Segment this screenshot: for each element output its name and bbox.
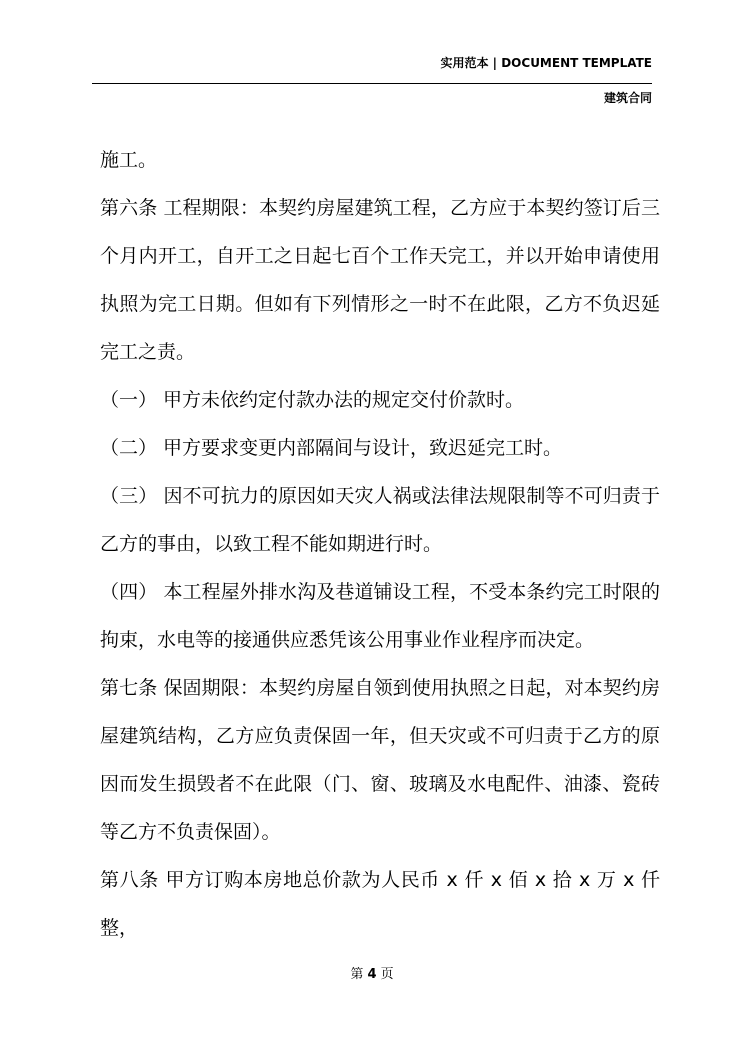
paragraph-item-3: （三） 因不可抗力的原因如天灾人祸或法律法规限制等不可归责于乙方的事由，以致工程不能如期进行时。: [100, 485, 660, 555]
paragraph-article-6: 第六条 工程期限：本契约房屋建筑工程，乙方应于本契约签订后三个月内开工，自开工之日起七百个工作天完工，并以开始申请使用执照为完工日期。但如有下列情形之一时不在此限，乙方不负迟延完工之责。: [100, 197, 660, 363]
page-number: 4: [367, 967, 377, 982]
document-header-subtitle: 建筑合同: [603, 91, 652, 105]
page-footer: [0, 963, 744, 982]
paragraph-item-4: （四） 本工程屋外排水沟及巷道铺设工程，不受本条约完工时限的拘束，水电等的接通供应悉凭该公用事业作业程序而决定。: [100, 581, 660, 651]
footer-suffix: 页: [380, 967, 394, 982]
footer-prefix: 第: [350, 967, 364, 982]
paragraph-item-1: （一） 甲方未依约定付款办法的规定交付价款时。: [100, 389, 525, 411]
paragraph-continuation: 施工。: [100, 149, 158, 171]
paragraph-article-8: 第八条 甲方订购本房地总价款为人民币 x 仟 x 佰 x 拾 x 万 x 仟整，: [100, 869, 660, 939]
paragraph-article-7: 第七条 保固期限：本契约房屋自领到使用执照之日起，对本契约房屋建筑结构，乙方应负责保固一年，但天灾或不可归责于乙方的原因而发生损毁者不在此限（门、窗、玻璃及水电配件、油漆、瓷砖等乙方不负责保固）。: [100, 677, 660, 843]
header-divider: [92, 83, 652, 84]
document-body: [100, 136, 660, 952]
document-header-title: 实用范本 | DOCUMENT TEMPLATE: [440, 56, 652, 70]
paragraph-item-2: （二） 甲方要求变更内部隔间与设计，致迟延完工时。: [100, 437, 563, 459]
